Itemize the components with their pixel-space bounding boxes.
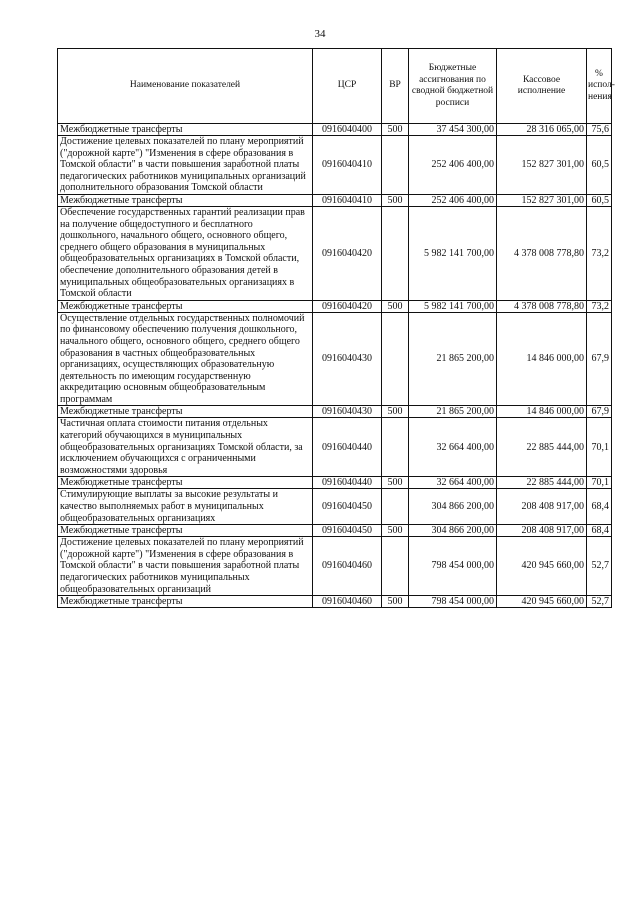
table-row bbox=[58, 312, 612, 406]
row-cash: 22 885 444,00 bbox=[497, 477, 587, 489]
row-vr: 500 bbox=[382, 406, 409, 418]
row-cash: 4 378 008 778,80 bbox=[497, 206, 587, 300]
row-name: Межбюджетные трансферты bbox=[58, 525, 313, 537]
row-name: Межбюджетные трансферты bbox=[58, 406, 313, 418]
row-cash: 22 885 444,00 bbox=[497, 418, 587, 477]
row-vr bbox=[382, 136, 409, 195]
table-row bbox=[58, 537, 612, 596]
row-budget: 21 865 200,00 bbox=[409, 312, 497, 406]
row-name: Межбюджетные трансферты bbox=[58, 194, 313, 206]
table-row bbox=[58, 418, 612, 477]
row-vr bbox=[382, 312, 409, 406]
header-budget: Бюджетные ассигнования по сводной бюджетной росписи bbox=[409, 49, 497, 124]
row-vr bbox=[382, 537, 409, 596]
row-vr: 500 bbox=[382, 596, 409, 608]
row-name: Межбюджетные трансферты bbox=[58, 300, 313, 312]
table-row bbox=[58, 406, 612, 418]
row-name: Осуществление отдельных государственных полномочий по финансовому обеспечению получения дошкольного, начального общего, основного общего, среднего общего образования в частных общеобразовательных организациях, осуществляющих образовательную деятельность по имеющим государственную аккредитацию основным общеобразовательным программам bbox=[58, 312, 313, 406]
header-cash: Кассовое исполнение bbox=[497, 49, 587, 124]
row-name: Обеспечение государственных гарантий реализации прав на получение общедоступного и бесплатного дошкольного, начального общего, основного общего, среднего общего образования в муниципальных общеобразовательных организациях в Томской области, обеспечение дополнительного образования детей в муниципальных общеобразовательных организациях в Томской области bbox=[58, 206, 313, 300]
table-row bbox=[58, 194, 612, 206]
row-csr: 0916040440 bbox=[313, 477, 382, 489]
row-csr: 0916040430 bbox=[313, 312, 382, 406]
row-budget: 37 454 300,00 bbox=[409, 124, 497, 136]
row-pct: 67,9 bbox=[587, 312, 612, 406]
row-name: Достижение целевых показателей по плану мероприятий ("дорожной карте") "Изменения в сфере образования в Томской области" в части повышения заработной платы педагогических работников муниципальных общеобразовательных организаций bbox=[58, 537, 313, 596]
row-budget: 252 406 400,00 bbox=[409, 194, 497, 206]
row-budget: 252 406 400,00 bbox=[409, 136, 497, 195]
row-cash: 4 378 008 778,80 bbox=[497, 300, 587, 312]
row-pct: 52,7 bbox=[587, 537, 612, 596]
row-csr: 0916040420 bbox=[313, 206, 382, 300]
table-row bbox=[58, 206, 612, 300]
row-cash: 152 827 301,00 bbox=[497, 136, 587, 195]
row-cash: 208 408 917,00 bbox=[497, 489, 587, 525]
row-budget: 5 982 141 700,00 bbox=[409, 206, 497, 300]
table-row bbox=[58, 596, 612, 608]
budget-execution-table bbox=[57, 48, 615, 608]
row-pct: 68,4 bbox=[587, 525, 612, 537]
row-pct: 70,1 bbox=[587, 418, 612, 477]
row-name: Межбюджетные трансферты bbox=[58, 596, 313, 608]
row-csr: 0916040410 bbox=[313, 136, 382, 195]
row-vr bbox=[382, 418, 409, 477]
row-budget: 304 866 200,00 bbox=[409, 489, 497, 525]
table-row bbox=[58, 525, 612, 537]
page-number: 34 bbox=[314, 28, 326, 40]
table-row bbox=[58, 489, 612, 525]
row-pct: 60,5 bbox=[587, 136, 612, 195]
header-vr: ВР bbox=[382, 49, 409, 124]
row-csr: 0916040400 bbox=[313, 124, 382, 136]
row-name: Частичная оплата стоимости питания отдельных категорий обучающихся в муниципальных общеобразовательных организациях Томской области, за исключением обучающихся с ограниченными возможностями здоровья bbox=[58, 418, 313, 477]
row-cash: 28 316 065,00 bbox=[497, 124, 587, 136]
row-cash: 420 945 660,00 bbox=[497, 537, 587, 596]
row-name: Межбюджетные трансферты bbox=[58, 124, 313, 136]
row-cash: 14 846 000,00 bbox=[497, 406, 587, 418]
row-cash: 14 846 000,00 bbox=[497, 312, 587, 406]
row-vr: 500 bbox=[382, 477, 409, 489]
row-pct: 73,2 bbox=[587, 300, 612, 312]
row-pct: 75,6 bbox=[587, 124, 612, 136]
row-budget: 32 664 400,00 bbox=[409, 418, 497, 477]
row-vr: 500 bbox=[382, 525, 409, 537]
row-vr bbox=[382, 489, 409, 525]
row-pct: 73,2 bbox=[587, 206, 612, 300]
row-pct: 67,9 bbox=[587, 406, 612, 418]
row-budget: 304 866 200,00 bbox=[409, 525, 497, 537]
row-csr: 0916040460 bbox=[313, 596, 382, 608]
row-budget: 5 982 141 700,00 bbox=[409, 300, 497, 312]
row-name: Стимулирующие выплаты за высокие результаты и качество выполняемых работ в муниципальных общеобразовательных организациях bbox=[58, 489, 313, 525]
row-cash: 208 408 917,00 bbox=[497, 525, 587, 537]
table-row bbox=[58, 136, 612, 195]
row-pct: 60,5 bbox=[587, 194, 612, 206]
row-budget: 798 454 000,00 bbox=[409, 596, 497, 608]
header-pct: % испол-нения bbox=[587, 49, 612, 124]
row-name: Межбюджетные трансферты bbox=[58, 477, 313, 489]
header-csr: ЦСР bbox=[313, 49, 382, 124]
row-vr: 500 bbox=[382, 300, 409, 312]
row-vr: 500 bbox=[382, 124, 409, 136]
row-csr: 0916040440 bbox=[313, 418, 382, 477]
row-vr: 500 bbox=[382, 194, 409, 206]
row-pct: 70,1 bbox=[587, 477, 612, 489]
table-row bbox=[58, 477, 612, 489]
row-csr: 0916040460 bbox=[313, 537, 382, 596]
row-pct: 52,7 bbox=[587, 596, 612, 608]
row-csr: 0916040410 bbox=[313, 194, 382, 206]
table-row bbox=[58, 300, 612, 312]
row-csr: 0916040430 bbox=[313, 406, 382, 418]
row-pct: 68,4 bbox=[587, 489, 612, 525]
row-csr: 0916040450 bbox=[313, 489, 382, 525]
row-vr bbox=[382, 206, 409, 300]
row-name: Достижение целевых показателей по плану мероприятий ("дорожной карте") "Изменения в сфере образования в Томской области" в части повышения заработной платы педагогических работников муниципальных организаций дополнительного образования Томской области bbox=[58, 136, 313, 195]
row-budget: 21 865 200,00 bbox=[409, 406, 497, 418]
row-csr: 0916040420 bbox=[313, 300, 382, 312]
header-name: Наименование показателей bbox=[58, 49, 313, 124]
row-budget: 32 664 400,00 bbox=[409, 477, 497, 489]
row-cash: 420 945 660,00 bbox=[497, 596, 587, 608]
table-row bbox=[58, 124, 612, 136]
row-csr: 0916040450 bbox=[313, 525, 382, 537]
row-budget: 798 454 000,00 bbox=[409, 537, 497, 596]
table-header-row bbox=[58, 49, 612, 124]
row-cash: 152 827 301,00 bbox=[497, 194, 587, 206]
